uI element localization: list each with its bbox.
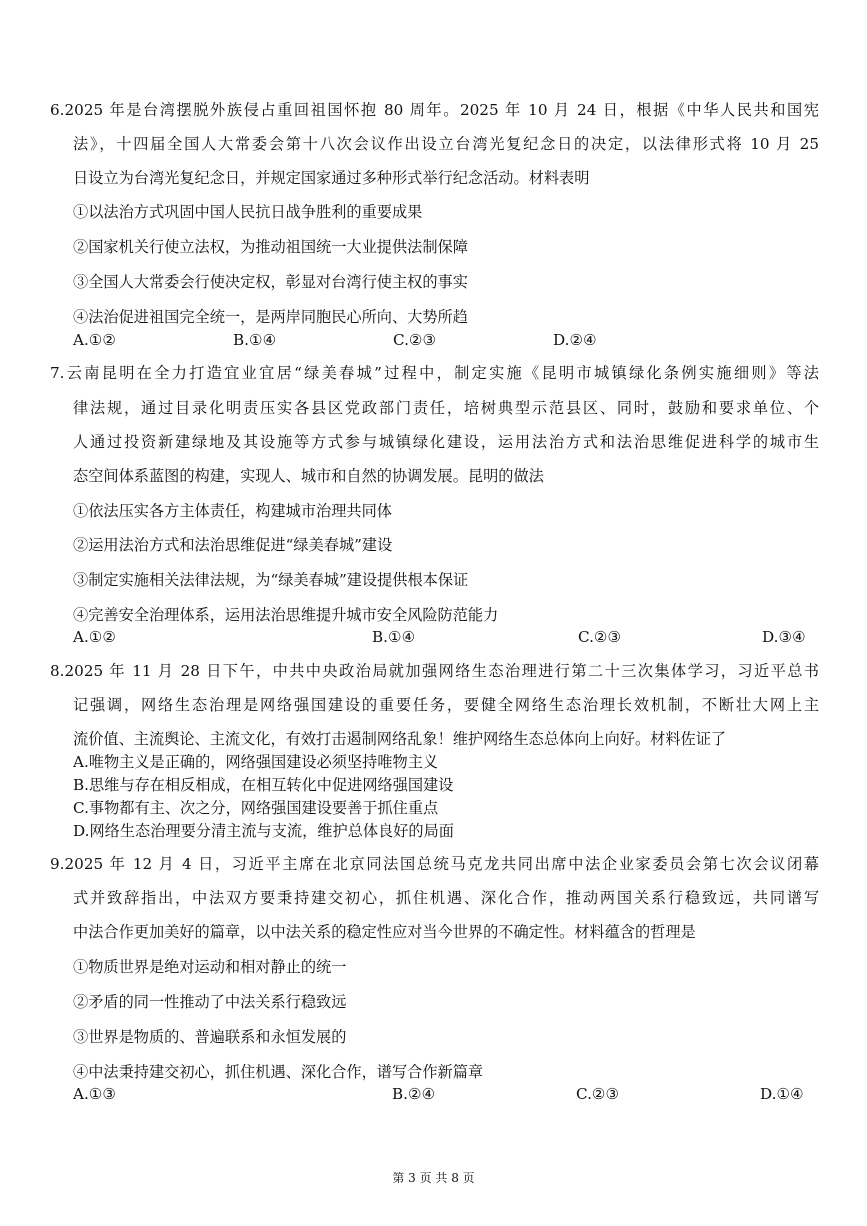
question-stem-line: 式并致辞指出，中法双方要秉持建交初心，抓住机遇、深化合作，推动两国关系行稳致远，共同谱写 [73,889,819,907]
option-c: C.②③ [393,331,437,349]
statement-item: ①物质世界是绝对运动和相对静止的统一 [73,958,347,976]
question-stem-line: 7.云南昆明在全力打造宜业宜居“绿美春城”过程中，制定实施《昆明市城镇绿化条例实施细则》等法 [50,364,819,382]
option-d: D.②④ [553,331,597,349]
question-stem-line: 律法规，通过目录化明责压实各县区党政部门责任，培树典型示范县区、同时，鼓励和要求单位、个 [73,399,819,417]
option-d: D.网络生态治理要分清主流与支流，维护总体良好的局面 [73,822,454,840]
statement-item: ③全国人大常委会行使决定权，彰显对台湾行使主权的事实 [73,273,468,291]
question-stem-line: 态空间体系蓝图的构建，实现人、城市和自然的协调发展。昆明的做法 [73,467,544,485]
statement-item: ②国家机关行使立法权，为推动祖国统一大业提供法制保障 [73,238,468,256]
statement-item: ④中法秉持建交初心，抓住机遇、深化合作，谱写合作新篇章 [73,1063,484,1081]
option-b: B.①④ [372,628,416,646]
option-d: D.①④ [760,1085,804,1103]
option-c: C.②③ [578,628,622,646]
question-stem-line: 9.2025 年 12 月 4 日，习近平主席在北京同法国总统马克龙共同出席中法企业家委员会第七次会议闭幕 [50,855,819,873]
question-stem-line: 人通过投资新建绿地及其设施等方式参与城镇绿化建设，运用法治方式和法治思维促进科学的城市生 [73,433,819,451]
statement-item: ③制定实施相关法律法规，为“绿美春城”建设提供根本保证 [73,571,469,589]
question-stem-line: 记强调，网络生态治理是网络强国建设的重要任务，要健全网络生态治理长效机制，不断壮大网上主 [73,696,819,714]
statement-item: ①以法治方式巩固中国人民抗日战争胜利的重要成果 [73,203,423,221]
option-b: B.思维与存在相反相成，在相互转化中促进网络强国建设 [73,776,454,794]
question-stem-line: 日设立为台湾光复纪念日，并规定国家通过多种形式举行纪念活动。材料表明 [73,169,590,187]
statement-item: ①依法压实各方主体责任，构建城市治理共同体 [73,502,392,520]
page-footer: 第 3 页 共 8 页 [392,1171,475,1185]
statement-item: ②矛盾的同一性推动了中法关系行稳致远 [73,993,347,1011]
question-stem-line: 流价值、主流舆论、主流文化，有效打击遏制网络乱象！维护网络生态总体向上向好。材料佐证了 [73,730,727,748]
option-c: C.事物都有主、次之分，网络强国建设要善于抓住重点 [73,799,439,817]
statement-item: ④法治促进祖国完全统一，是两岸同胞民心所向、大势所趋 [73,308,468,326]
statement-item: ③世界是物质的、普遍联系和永恒发展的 [73,1028,347,1046]
question-stem-line: 法》，十四届全国人大常委会第十八次会议作出设立台湾光复纪念日的决定，以法律形式将 10 月 25 [73,135,819,153]
statement-item: ②运用法治方式和法治思维促进“绿美春城”建设 [73,536,393,554]
option-b: B.①④ [233,331,277,349]
question-stem-line: 8.2025 年 11 月 28 日下午，中共中央政治局就加强网络生态治理进行第二十三次集体学习，习近平总书 [50,662,819,680]
option-a: A.①② [73,331,117,349]
statement-item: ④完善安全治理体系，运用法治思维提升城市安全风险防范能力 [73,606,499,624]
option-d: D.③④ [762,628,806,646]
option-b: B.②④ [392,1085,436,1103]
option-a: A.①② [73,628,117,646]
option-a: A.唯物主义是正确的，网络强国建设必须坚持唯物主义 [73,753,439,771]
question-stem-line: 中法合作更加美好的篇章，以中法关系的稳定性应对当今世界的不确定性。材料蕴含的哲理是 [73,923,696,941]
option-c: C.②③ [576,1085,620,1103]
question-stem-line: 6.2025 年是台湾摆脱外族侵占重回祖国怀抱 80 周年。2025 年 10 月 24 日，根据《中华人民共和国宪 [50,101,819,119]
option-a: A.①③ [73,1085,117,1103]
